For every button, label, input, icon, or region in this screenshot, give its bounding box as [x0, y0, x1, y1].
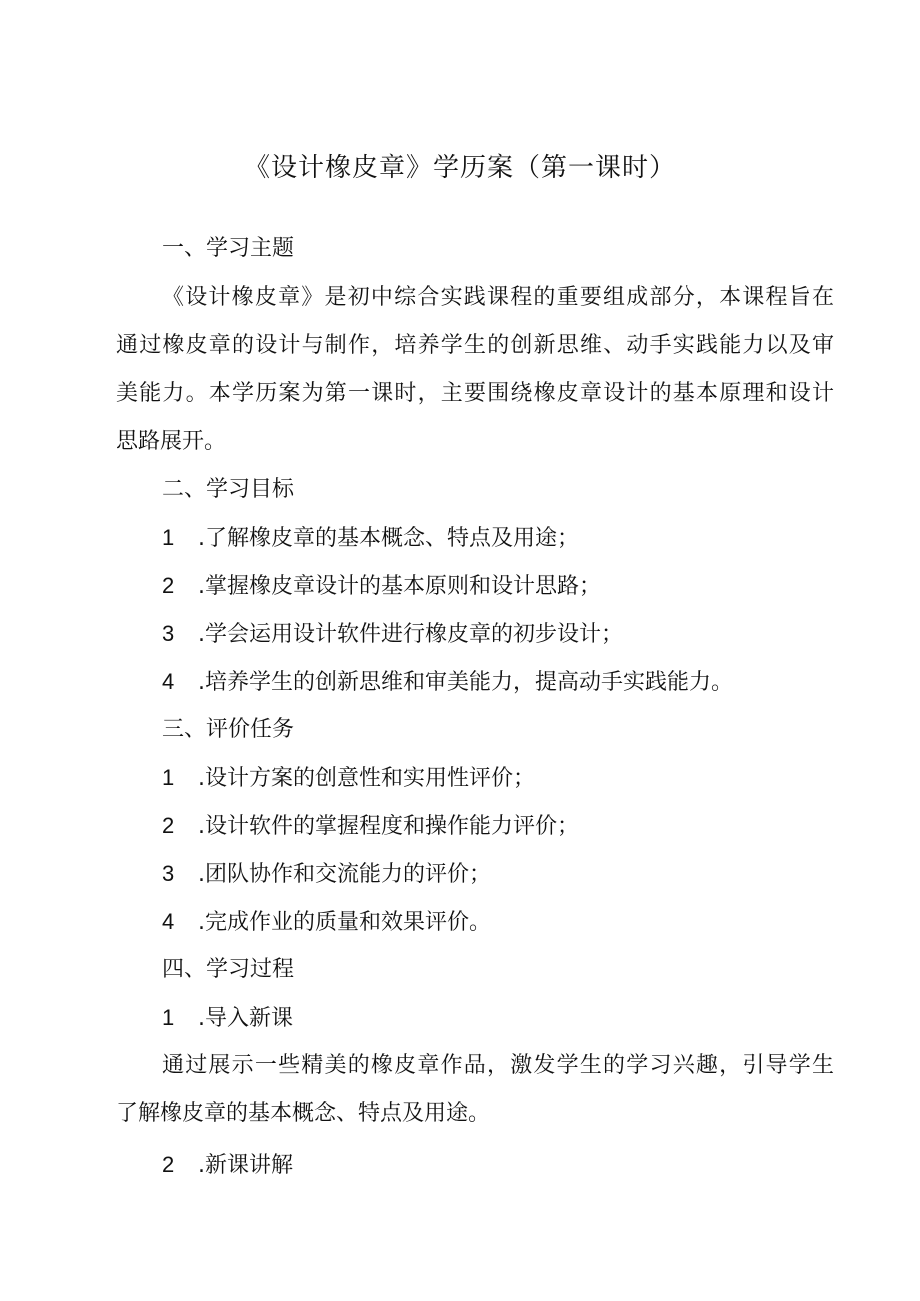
section-heading-evaluation-tasks: 三、评价任务 — [162, 717, 295, 742]
step-title: .导入新课 — [198, 1006, 293, 1031]
paragraph-line: 了解橡皮章的基本概念、特点及用途。 — [116, 1101, 491, 1126]
paragraph-line: 《设计橡皮章》是初中综合实践课程的重要组成部分，本课程旨在 — [162, 285, 834, 310]
section-heading-learning-process: 四、学习过程 — [162, 957, 295, 982]
list-item — [162, 907, 491, 938]
step-number: 2 — [162, 1152, 175, 1177]
step-title: .新课讲解 — [198, 1153, 293, 1178]
list-item-number: 4 — [162, 909, 175, 934]
list-item — [162, 811, 579, 842]
list-item-text: .设计方案的创意性和实用性评价； — [198, 766, 535, 791]
list-item-text: .完成作业的质量和效果评价。 — [198, 910, 491, 935]
list-item — [162, 523, 579, 554]
list-item — [162, 619, 623, 650]
list-item-text: .培养学生的创新思维和审美能力，提高动手实践能力。 — [198, 670, 733, 695]
list-item-number: 3 — [162, 861, 175, 886]
list-item-text: .学会运用设计软件进行橡皮章的初步设计； — [198, 622, 623, 647]
section-heading-learning-goals: 二、学习目标 — [162, 477, 295, 502]
list-item — [162, 571, 601, 602]
paragraph-line: 思路展开。 — [116, 429, 227, 454]
section-heading-learning-topic: 一、学习主题 — [162, 236, 295, 261]
paragraph-line: 通过展示一些精美的橡皮章作品，激发学生的学习兴趣，引导学生 — [162, 1053, 834, 1078]
step-number: 1 — [162, 1005, 175, 1030]
list-item — [162, 763, 535, 794]
list-item-text: .设计软件的掌握程度和操作能力评价； — [198, 814, 579, 839]
list-item-number: 2 — [162, 573, 175, 598]
list-item-text: .了解橡皮章的基本概念、特点及用途； — [198, 526, 579, 551]
list-item — [162, 859, 491, 890]
list-item-text: .团队协作和交流能力的评价； — [198, 862, 491, 887]
list-item-number: 2 — [162, 813, 175, 838]
step-heading — [162, 1150, 293, 1181]
list-item-number: 3 — [162, 621, 175, 646]
list-item-text: .掌握橡皮章设计的基本原则和设计思路； — [198, 574, 601, 599]
step-heading — [162, 1003, 293, 1034]
list-item — [162, 667, 733, 698]
document-title: 《设计橡皮章》学历案（第一课时） — [243, 153, 676, 183]
paragraph-line: 通过橡皮章的设计与制作，培养学生的创新思维、动手实践能力以及审 — [116, 333, 834, 358]
list-item-number: 1 — [162, 525, 175, 550]
list-item-number: 4 — [162, 669, 175, 694]
paragraph-line: 美能力。本学历案为第一课时，主要围绕橡皮章设计的基本原理和设计 — [116, 381, 834, 406]
list-item-number: 1 — [162, 765, 175, 790]
